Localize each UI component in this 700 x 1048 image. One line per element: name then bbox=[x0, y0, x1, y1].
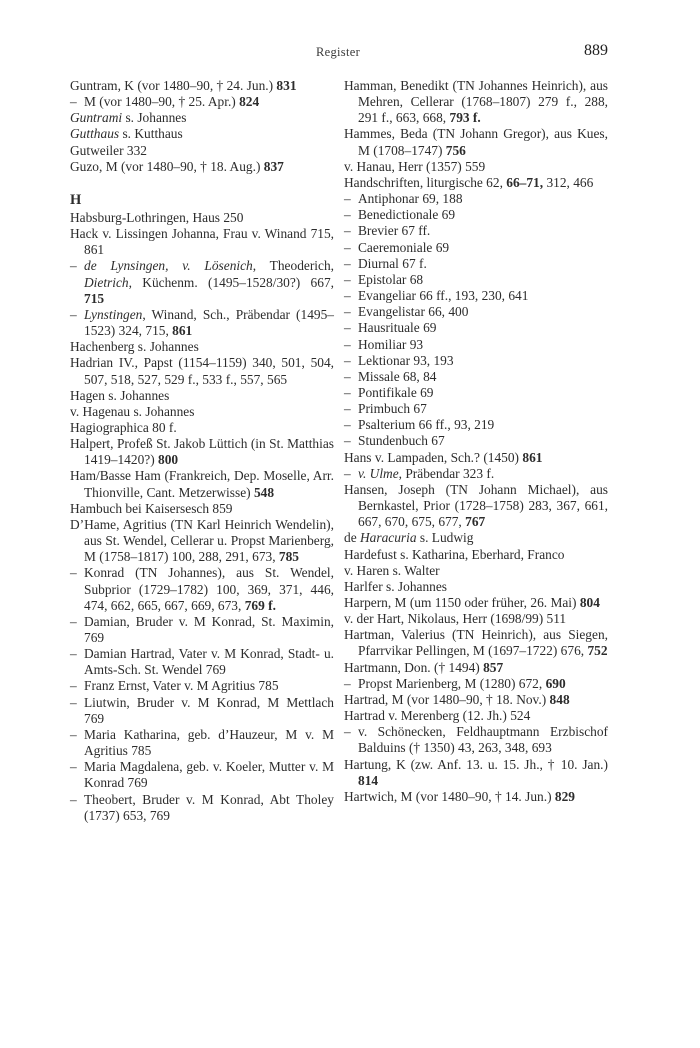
register-entry: Hammes, Beda (TN Johann Gregor), aus Kues, M (1708–1747) 756 bbox=[344, 126, 608, 158]
register-entry: Hartung, K (zw. Anf. 13. u. 15. Jh., † 10. Jan.) 814 bbox=[344, 756, 608, 788]
register-entry: Harlfer s. Johannes bbox=[344, 578, 447, 594]
register-column-right bbox=[344, 78, 608, 805]
register-entry: Ham/Basse Ham (Frankreich, Dep. Moselle, Arr. Thionville, Cant. Metzerwisse) 548 bbox=[70, 468, 334, 500]
register-entry: Gutthaus s. Kutthaus bbox=[70, 126, 183, 142]
register-entry: Hack v. Lissingen Johanna, Frau v. Winand 715, 861 bbox=[70, 226, 334, 258]
register-subentry: – Evangelistar 66, 400 bbox=[344, 304, 608, 320]
register-entry: Handschriften, liturgische 62, 66–71, 312, 466 bbox=[344, 174, 594, 190]
section-letter-heading: H bbox=[70, 191, 82, 208]
register-subentry: – Brevier 67 ff. bbox=[344, 223, 608, 239]
register-entry: Guntram, K (vor 1480–90, † 24. Jun.) 831 bbox=[70, 78, 297, 93]
register-entry: Guzo, M (vor 1480–90, † 18. Aug.) 837 bbox=[70, 158, 284, 174]
register-entry: v. der Hart, Nikolaus, Herr (1698/99) 511 bbox=[344, 611, 567, 627]
register-entry: de Haracuria s. Ludwig bbox=[344, 530, 474, 546]
register-entry: Harpern, M (um 1150 oder früher, 26. Mai) 804 bbox=[344, 595, 600, 610]
register-subentry: – Maria Magdalena, geb. v. Koeler, Mutter v. M Konrad 769 bbox=[70, 759, 334, 791]
register-entry: Hartrad v. Merenberg (12. Jh.) 524 bbox=[344, 708, 531, 724]
register-subentry: – Caeremoniale 69 bbox=[344, 240, 608, 256]
register-subentry: – Damian, Bruder v. M Konrad, St. Maximin, 769 bbox=[70, 614, 334, 646]
section-gap bbox=[70, 175, 334, 191]
register-entry: v. Hanau, Herr (1357) 559 bbox=[344, 158, 486, 174]
register-entry: Hardefust s. Katharina, Eberhard, Franco bbox=[344, 546, 565, 562]
register-subentry: – v. Schönecken, Feldhauptmann Erzbischof Balduins († 1350) 43, 263, 348, 693 bbox=[344, 724, 608, 756]
register-entry: Hartrad, M (vor 1480–90, † 18. Nov.) 848 bbox=[344, 691, 570, 707]
register-subentry: – Diurnal 67 f. bbox=[344, 256, 608, 272]
register-subentry: – Theobert, Bruder v. M Konrad, Abt Tholey (1737) 653, 769 bbox=[70, 792, 334, 824]
register-subentry: – Liutwin, Bruder v. M Konrad, M Mettlach 769 bbox=[70, 695, 334, 727]
register-subentry: – Benedictionale 69 bbox=[344, 207, 608, 223]
register-subentry: – Primbuch 67 bbox=[344, 401, 608, 417]
register-subentry: – M (vor 1480–90, † 25. Apr.) 824 bbox=[70, 94, 334, 110]
register-entry: Hamman, Benedikt (TN Johannes Heinrich), aus Mehren, Cellerar (1768–1807) 279 f., 288, 291 f., 663, 668, 793 f. bbox=[344, 78, 608, 126]
register-entry: Hartman, Valerius (TN Heinrich), aus Siegen, Pfarrvikar Pellingen, M (1697–1722) 676, 752 bbox=[344, 627, 608, 659]
register-entry: D’Hame, Agritius (TN Karl Heinrich Wendelin), aus St. Wendel, Cellerar u. Propst Marienberg, M (1758–1817) 100, 288, 291, 673, 785 bbox=[70, 516, 334, 565]
register-subentry: – Pontifikale 69 bbox=[344, 385, 608, 401]
register-entry: Hachenberg s. Johannes bbox=[70, 339, 199, 355]
register-entry: Hagiographica 80 f. bbox=[70, 419, 177, 435]
register-subentry: – v. Ulme, Präbendar 323 f. bbox=[344, 466, 608, 482]
register-subentry: – Psalterium 66 ff., 93, 219 bbox=[344, 417, 608, 433]
page-header bbox=[68, 42, 608, 62]
register-entry: Hans v. Lampaden, Sch.? (1450) 861 bbox=[344, 449, 543, 465]
register-column-left bbox=[70, 78, 334, 824]
running-title: Register bbox=[315, 45, 361, 59]
register-subentry: – Evangeliar 66 ff., 193, 230, 641 bbox=[344, 288, 608, 304]
register-entry: Hansen, Joseph (TN Johann Michael), aus Bernkastel, Prior (1728–1758) 283, 367, 661, 667, 670, 675, 677, 767 bbox=[344, 481, 608, 530]
register-subentry: – Propst Marienberg, M (1280) 672, 690 bbox=[344, 676, 608, 692]
register-subentry: – Epistolar 68 bbox=[344, 272, 608, 288]
register-subentry: – Maria Katharina, geb. d’Hauzeur, M v. M Agritius 785 bbox=[70, 727, 334, 759]
register-entry: Habsburg-Lothringen, Haus 250 bbox=[70, 209, 244, 225]
register-entry: Hadrian IV., Papst (1154–1159) 340, 501, 504, 507, 518, 527, 529 f., 533 f., 557, 565 bbox=[70, 355, 334, 387]
page-number: 889 bbox=[584, 42, 608, 59]
register-subentry: – Lynstingen, Winand, Sch., Präbendar (1495–1523) 324, 715, 861 bbox=[70, 307, 334, 339]
register-entry: Hartmann, Don. († 1494) 857 bbox=[344, 659, 504, 675]
register-subentry: – Antiphonar 69, 188 bbox=[344, 191, 608, 207]
register-entry: Gutweiler 332 bbox=[70, 142, 147, 158]
register-entry: Hagen s. Johannes bbox=[70, 387, 170, 403]
register-subentry: – Konrad (TN Johannes), aus St. Wendel, Subprior (1729–1782) 100, 369, 371, 446, 474, 662, 665, 667, 669, 673, 769 f. bbox=[70, 565, 334, 613]
register-subentry: – Franz Ernst, Vater v. M Agritius 785 bbox=[70, 678, 334, 694]
register-subentry: – Homiliar 93 bbox=[344, 337, 608, 353]
register-subentry: – Damian Hartrad, Vater v. M Konrad, Stadt- u. Amts-Sch. St. Wendel 769 bbox=[70, 646, 334, 678]
register-subentry: – Lektionar 93, 193 bbox=[344, 353, 608, 369]
register-entry: Halpert, Profeß St. Jakob Lüttich (in St. Matthias 1419–1420?) 800 bbox=[70, 436, 334, 468]
register-entry: Guntrami s. Johannes bbox=[70, 110, 187, 126]
register-entry: v. Haren s. Walter bbox=[344, 562, 440, 578]
register-subentry: – Missale 68, 84 bbox=[344, 369, 608, 385]
register-entry: v. Hagenau s. Johannes bbox=[70, 403, 195, 419]
register-subentry: – de Lynsingen, v. Lösenich, Theoderich, Dietrich, Küchenm. (1495–1528/30?) 667, 715 bbox=[70, 258, 334, 306]
register-entry: Hambuch bei Kaisersesch 859 bbox=[70, 500, 233, 516]
register-entry: Hartwich, M (vor 1480–90, † 14. Jun.) 829 bbox=[344, 788, 575, 804]
register-subentry: – Stundenbuch 67 bbox=[344, 433, 608, 449]
register-subentry: – Hausrituale 69 bbox=[344, 320, 608, 336]
